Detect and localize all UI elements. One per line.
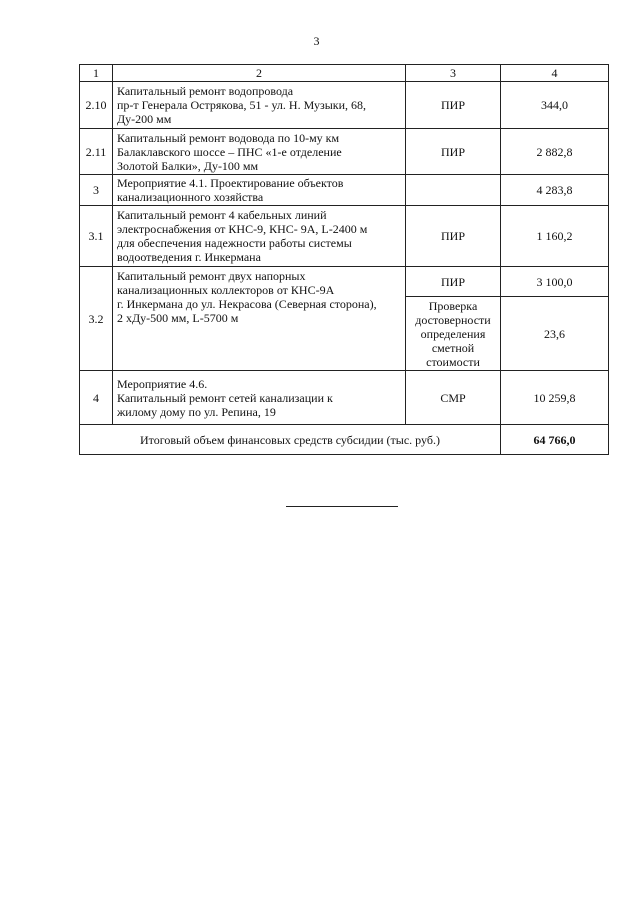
description-line: водоотведения г. Инкермана: [117, 250, 261, 264]
table-row: [80, 371, 609, 425]
financing-table: [79, 64, 609, 455]
row-number: 2.10: [80, 82, 113, 129]
work-type-line: определения: [420, 326, 486, 341]
total-label: Итоговый объем финансовых средств субсидии (тыс. руб.): [80, 425, 501, 455]
work-type: ПИР: [406, 206, 501, 267]
row-number: 3: [80, 175, 113, 206]
row-number: 4: [80, 371, 113, 425]
row-number: 3.2: [80, 267, 113, 371]
row-description: [113, 371, 406, 425]
table-header-row: [80, 65, 609, 82]
description-line: Капитальный ремонт 4 кабельных линий: [117, 208, 327, 222]
total-value: 64 766,0: [501, 425, 609, 455]
row-description: [113, 175, 406, 206]
description-line: Мероприятие 4.1. Проектирование объектов: [117, 176, 344, 190]
amount: 344,0: [501, 82, 609, 129]
work-type-line: стоимости: [426, 354, 480, 369]
table-row: [80, 267, 609, 297]
work-type: ПИР: [406, 82, 501, 129]
description-line: Капитальный ремонт водовода по 10-му км: [117, 130, 340, 145]
table-row: [80, 82, 609, 129]
work-type: СМР: [406, 371, 501, 425]
row-number: 2.11: [80, 129, 113, 175]
description-line: канализационного хозяйства: [117, 190, 264, 204]
description-line: жилому дому по ул. Репина, 19: [117, 404, 276, 419]
amount: 2 882,8: [501, 129, 609, 175]
row-description: [113, 129, 406, 175]
row-number: 3.1: [80, 206, 113, 267]
description-line: для обеспечения надежности работы системы: [117, 236, 352, 250]
description-line: Капитальный ремонт сетей канализации к: [117, 390, 333, 405]
description-line: Балаклавского шоссе – ПНС «1-е отделение: [117, 144, 342, 159]
description-line: Золотой Балки», Ду-100 мм: [117, 158, 259, 173]
amount: 23,6: [501, 297, 609, 371]
description-line: Ду-200 мм: [117, 112, 172, 126]
header-cell: 1: [80, 65, 113, 82]
separator-line: [286, 506, 398, 507]
description-line: Капитальный ремонт водопровода: [117, 84, 294, 98]
description-line: пр-т Генерала Острякова, 51 - ул. Н. Музыки, 68,: [117, 98, 367, 112]
header-cell: 4: [501, 65, 609, 82]
description-line: Мероприятие 4.6.: [117, 376, 208, 391]
work-type: [406, 175, 501, 206]
description-line: г. Инкермана до ул. Некрасова (Северная сторона),: [117, 297, 377, 311]
table-row: [80, 129, 609, 175]
amount: 3 100,0: [501, 267, 609, 297]
work-type-line: сметной: [431, 340, 475, 355]
work-type: [406, 297, 501, 371]
amount: 4 283,8: [501, 175, 609, 206]
row-description: [113, 267, 406, 371]
description-line: канализационных коллекторов от КНС-9А: [117, 283, 335, 297]
header-cell: 2: [113, 65, 406, 82]
table-row: [80, 175, 609, 206]
description-line: Капитальный ремонт двух напорных: [117, 269, 306, 283]
work-type-line: достоверности: [415, 312, 491, 327]
description-line: электроснабжения от КНС-9, КНС- 9А, L-2400 м: [117, 222, 368, 236]
work-type: ПИР: [406, 267, 501, 297]
page-number: 3: [313, 34, 320, 48]
total-row: [80, 425, 609, 455]
work-type-line: Проверка: [428, 298, 478, 313]
table-row: [80, 206, 609, 267]
amount: 10 259,8: [501, 371, 609, 425]
row-description: [113, 82, 406, 129]
work-type: ПИР: [406, 129, 501, 175]
row-description: [113, 206, 406, 267]
description-line: 2 хДу-500 мм, L-5700 м: [117, 311, 239, 325]
amount: 1 160,2: [501, 206, 609, 267]
header-cell: 3: [406, 65, 501, 82]
